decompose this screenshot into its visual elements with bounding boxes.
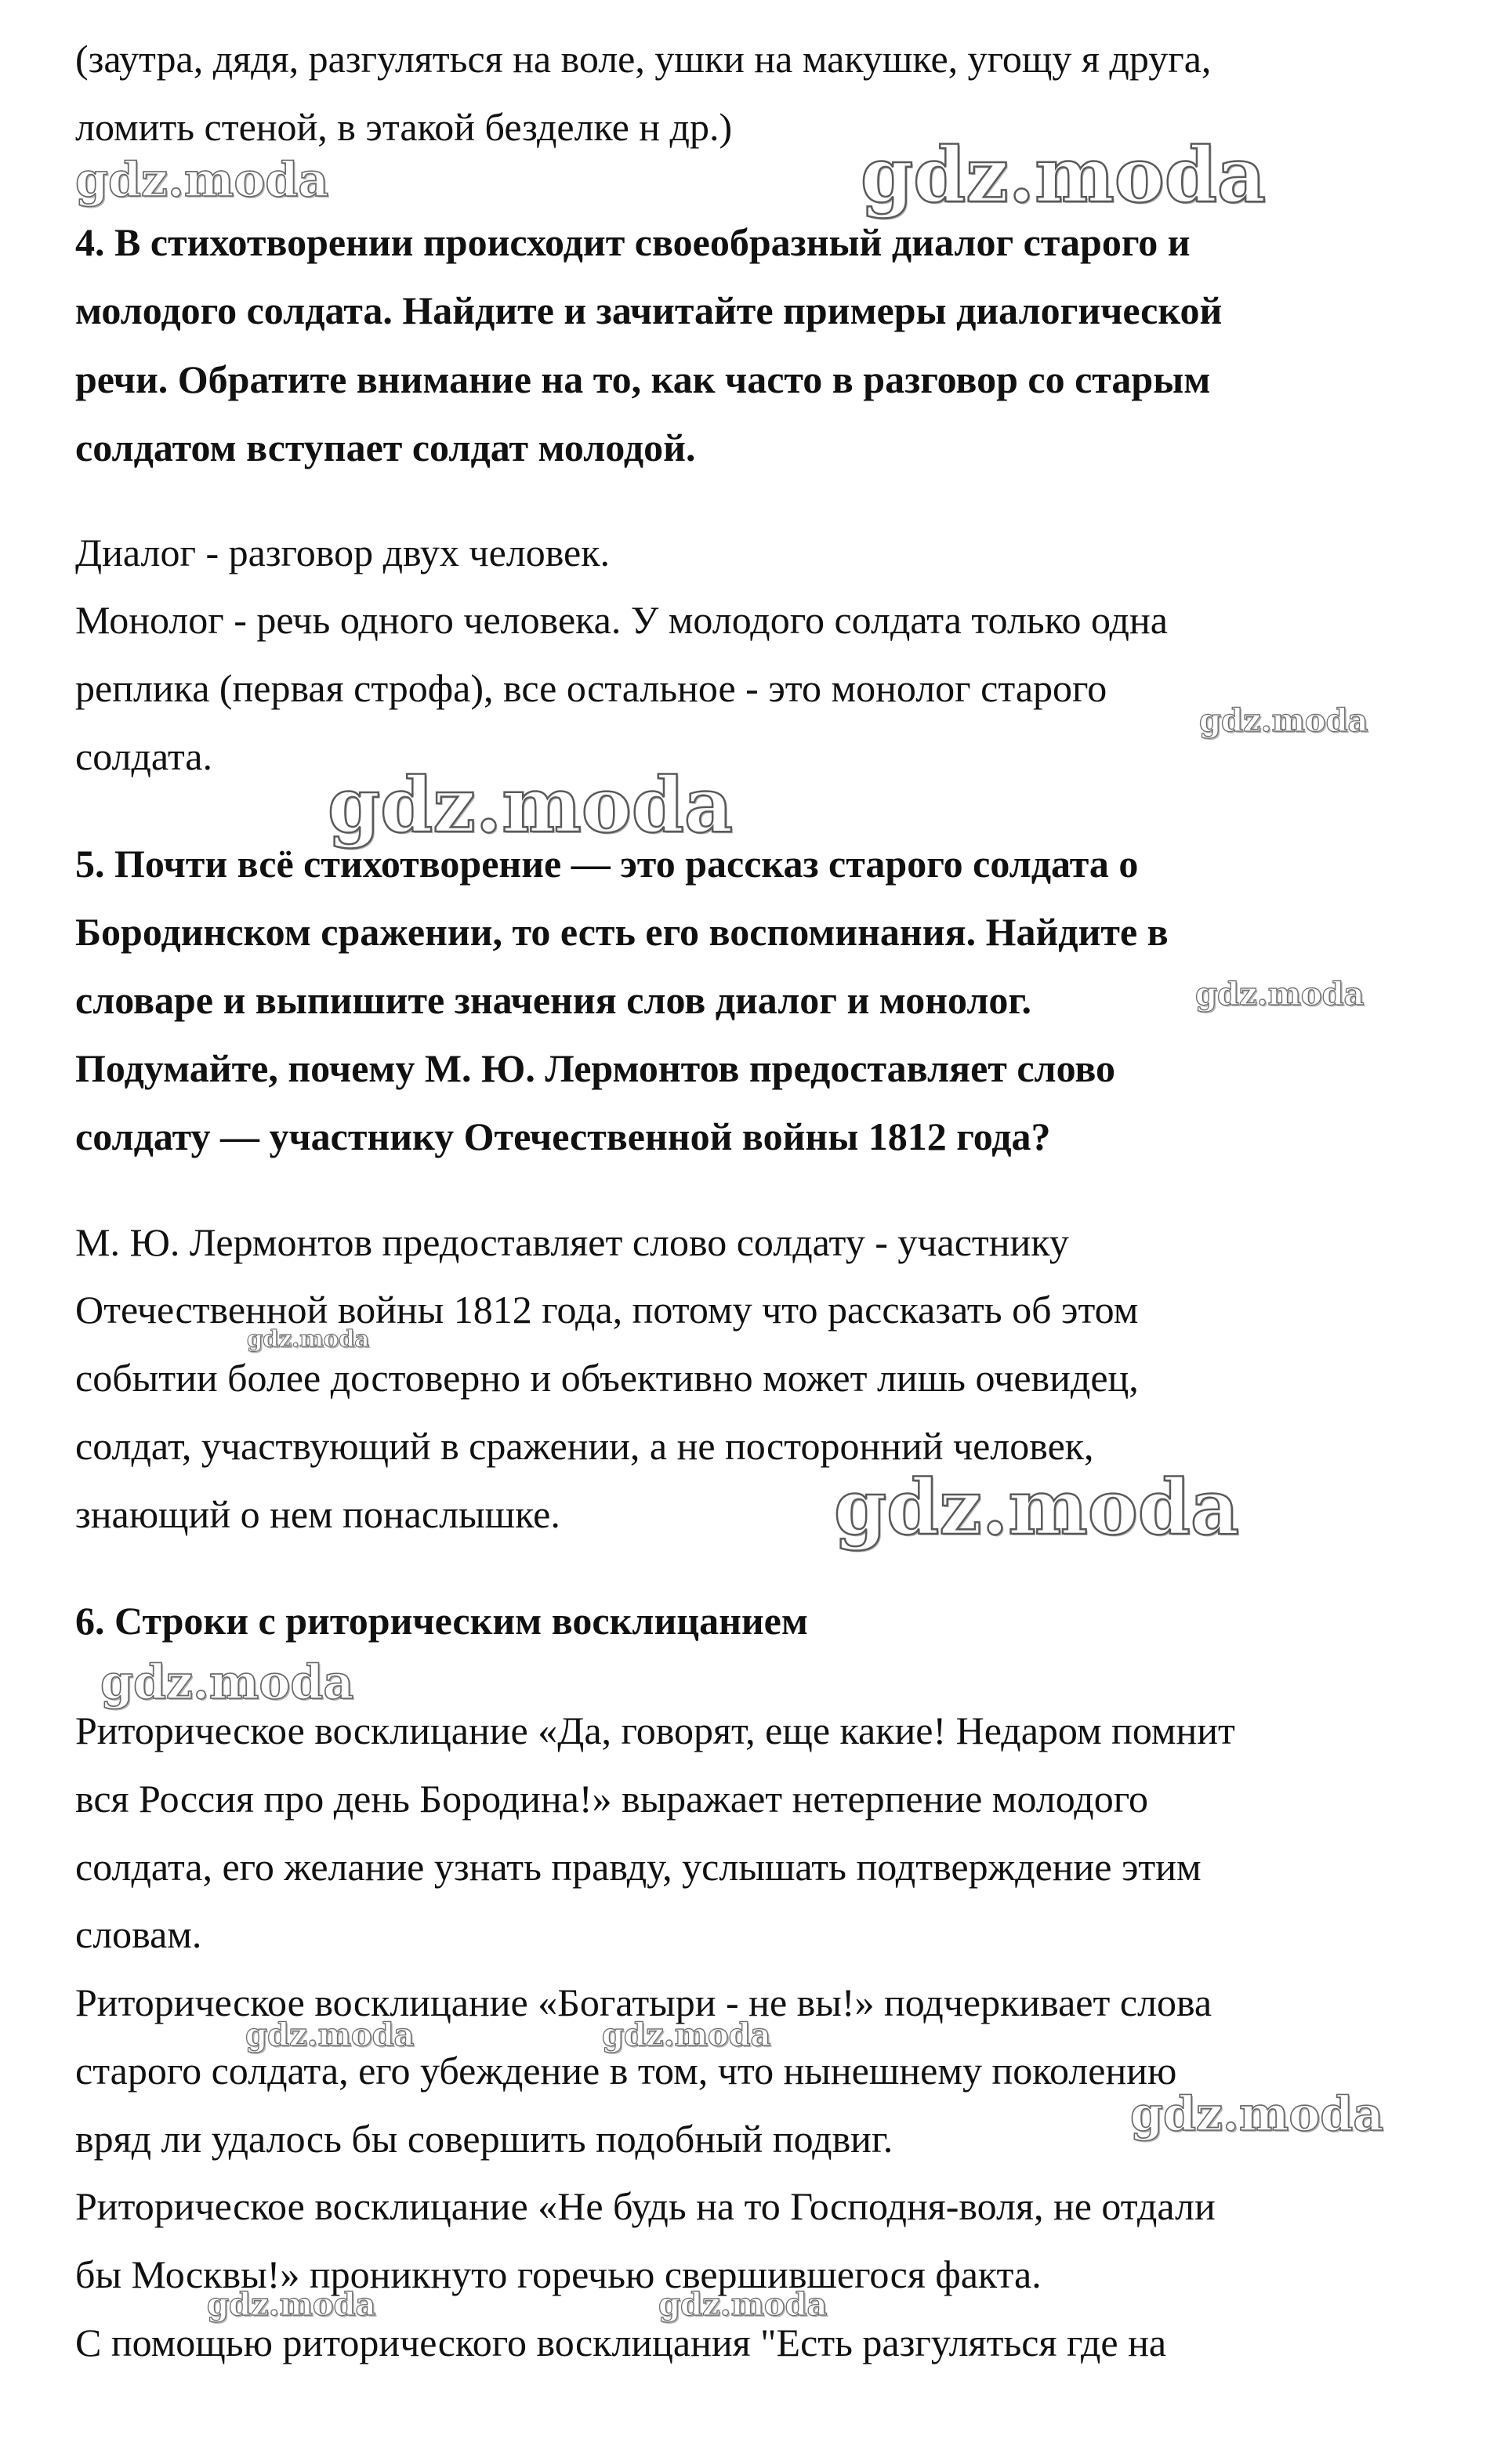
watermark-logo: gdz.moda [861,131,1267,219]
question-5-line: Бородинском сражении, то есть его воспоминания. Найдите в [75,910,1169,954]
intro-line: ломить стеной, в этакой безделке н др.) [75,105,733,149]
answer-5-line: Отечественной войны 1812 года, потому что рассказать об этом [75,1288,1139,1332]
answer-4-line: реплика (первая строфа), все остальное - это монолог старого [75,666,1107,710]
question-5-line: Подумайте, почему М. Ю. Лермонтов предоставляет слово [75,1046,1116,1090]
watermark-logo: gdz.moda [207,2286,376,2323]
answer-6-line: С помощью риторического восклицания "Есть разгуляться где на [75,2321,1167,2364]
question-5-line: 5. Почти всё стихотворение — это рассказ старого солдата о [75,842,1139,886]
answer-4-line: Диалог - разговор двух человек. [75,531,611,574]
answer-6-line: Риторическое восклицание «Не будь на то Господня-воля, не отдали [75,2184,1216,2228]
question-4-line: молодого солдата. Найдите и зачитайте примеры диалогической [75,288,1223,332]
watermark-logo: gdz.moda [1130,2087,1384,2142]
watermark-logo: gdz.moda [245,2016,415,2053]
answer-5-line: М. Ю. Лермонтов предоставляет слово солдату - участнику [75,1220,1069,1264]
answer-6-line: Риторическое восклицание «Да, говорят, еще какие! Недаром помнит [75,1708,1235,1752]
watermark-logo: gdz.moda [75,153,329,208]
answer-6-line: словам. [75,1912,202,1956]
answer-5-line: событии более достоверно и объективно может лишь очевидец, [75,1356,1139,1400]
intro-line: (заутра, дядя, разгуляться на воле, ушки на макушке, угощу я друга, [75,37,1212,81]
answer-6-line: вся Россия про день Бородина!» выражает нетерпение молодого [75,1777,1148,1821]
answer-4-line: Монолог - речь одного человека. У молодого солдата только одна [75,598,1168,642]
answer-6-line: бы Москвы!» проникнуто горечью свершившегося факта. [75,2252,1042,2296]
question-6-heading: 6. Строки с риторическим восклицанием [75,1599,808,1643]
question-4-line: 4. В стихотворении происходит своеобразный диалог старого и [75,220,1191,264]
watermark-logo: gdz.moda [100,1655,354,1710]
watermark-logo: gdz.moda [834,1463,1240,1552]
question-4-line: солдатом вступает солдат молодой. [75,426,696,469]
answer-6-line: солдата, его желание узнать правду, услышать подтверждение этим [75,1845,1201,1889]
question-4-line: речи. Обратите внимание на то, как часто в разговор со старым [75,357,1211,401]
answer-6-line: старого солдата, его убеждение в том, что нынешнему поколению [75,2049,1177,2093]
answer-5-line: знающий о нем понаслышке. [75,1492,560,1536]
question-5-line: солдату — участнику Отечественной войны 1812 года? [75,1114,1051,1158]
answer-5-line: солдат, участвующий в сражении, а не посторонний человек, [75,1424,1094,1468]
answer-6-line: Риторическое восклицание «Богатыри - не вы!» подчеркивает слова [75,1980,1212,2024]
watermark-logo: gdz.moda [602,2016,771,2053]
watermark-logo: gdz.moda [247,1325,370,1352]
watermark-logo: gdz.moda [1195,976,1365,1013]
watermark-logo: gdz.moda [658,2286,828,2323]
question-5-line: словаре и выпишите значения слов диалог и монолог. [75,978,1031,1022]
answer-6-line: вряд ли удалось бы совершить подобный подвиг. [75,2117,893,2161]
watermark-logo: gdz.moda [328,761,734,850]
watermark-logo: gdz.moda [1199,702,1368,739]
answer-4-line: солдата. [75,734,212,778]
